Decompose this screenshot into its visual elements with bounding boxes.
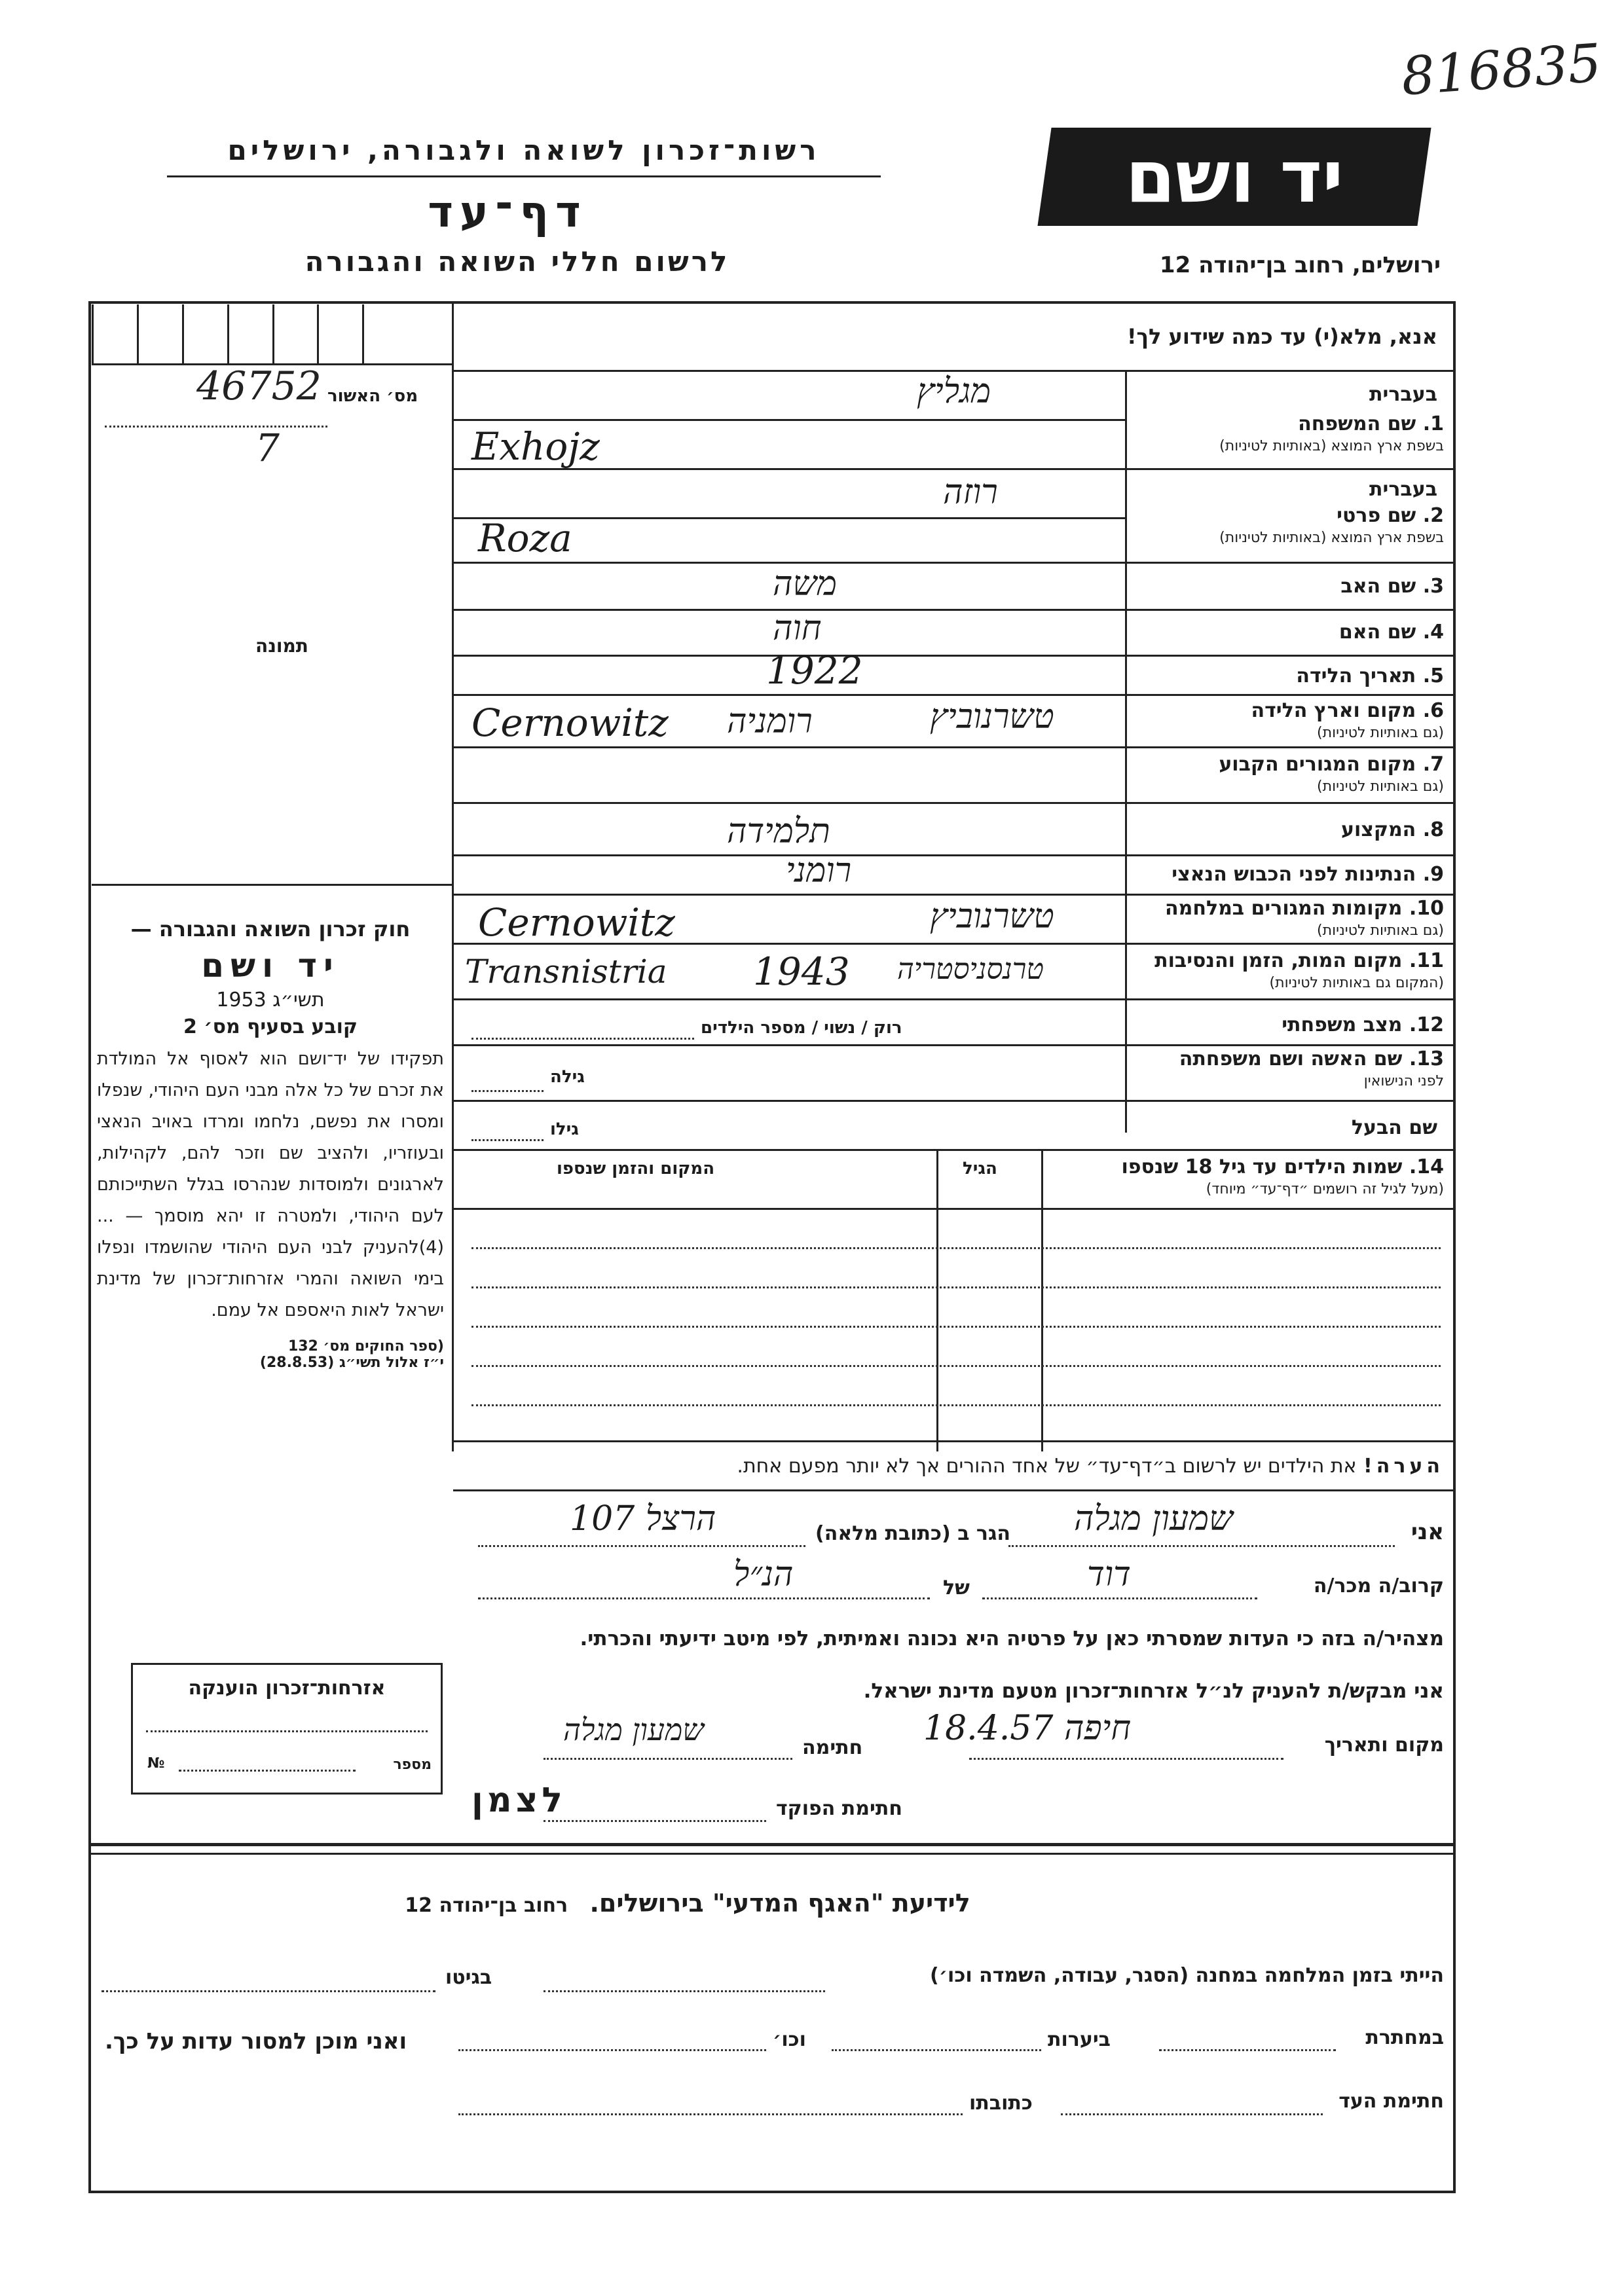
field-6-value-he: רומניה [727, 702, 813, 741]
field-1-latin-value: Exhojz [471, 424, 600, 469]
decl-relative-value: דוד [1087, 1555, 1131, 1594]
field-4-name: שם האם [1338, 621, 1416, 644]
officer-stamp: לצמן [471, 1781, 566, 1820]
children-row-4 [471, 1365, 1441, 1367]
decl-signature-dots [544, 1758, 792, 1760]
field-5-name: תאריך הלידה [1296, 665, 1416, 687]
field-7-note: (גם באותיות לטיניות) [1317, 778, 1444, 795]
field-2-note: בשפת ארץ המוצא (באותיות לטיניות) [1219, 530, 1444, 546]
field-4-num: 4. [1422, 621, 1444, 644]
field-2-name: שם פרטי [1337, 504, 1416, 527]
intro-text: אנא, מלא(י) עד כמה שידוע לך! [1126, 324, 1437, 349]
footer-witness-address: כתובתו [969, 2092, 1033, 2115]
row-sep-5 [1125, 694, 1454, 696]
ans-sep-7 [453, 802, 1125, 804]
row-sep-11 [1125, 998, 1454, 1000]
decl-statement: מצהיר/ה בזה כי העדות שמסרתי כאן על פרטיה היא נכונה ואמיתית, לפי מיטב ידיעתי והכרתי. [580, 1627, 1444, 1650]
field-6-label [1251, 699, 1444, 741]
footer-rule-1 [90, 1843, 1454, 1846]
footer-title-text: לידיעת "האגף המדעי" בירושלים. [589, 1889, 970, 1918]
children-title [1121, 1156, 1444, 1197]
field-10-name: מקומות המגורים במלחמה [1165, 897, 1403, 920]
archive-number: 816835 [1399, 32, 1604, 107]
field-7-label [1219, 753, 1444, 795]
footer-etc-dots [458, 2049, 766, 2051]
row-sep-4 [1125, 655, 1454, 657]
field-13-label [1179, 1048, 1444, 1089]
decl-of: של [943, 1576, 970, 1599]
law-source-2: י״ז אלול תשי״ג (28.8.53) [259, 1355, 444, 1371]
footer-ghetto: בגיטו [445, 1966, 492, 1989]
field-2-num: 2. [1422, 504, 1444, 527]
law-box-top [92, 884, 452, 886]
ans-sep-13 [453, 1100, 1125, 1102]
children-bottom-rule [453, 1440, 1454, 1442]
field-13-age-label: גילה [550, 1067, 585, 1087]
form-title: דף־עד [428, 187, 587, 237]
children-row-2 [471, 1286, 1441, 1288]
registration-sub: 7 [255, 426, 280, 470]
field-1-tag: בעברית [1369, 383, 1437, 406]
row-sep-13 [1125, 1100, 1454, 1102]
row-sep-9 [1125, 894, 1454, 896]
footer-address: רחוב בן־יהודה 12 [405, 1894, 568, 1917]
decl-relative-dots [982, 1597, 1257, 1599]
field-1-name: שם המשפחה [1298, 412, 1416, 435]
field-5-num: 5. [1422, 665, 1444, 687]
label-column-divider [1125, 370, 1127, 1133]
decl-name-value: שמעון מגלה [1074, 1499, 1233, 1539]
law-section: קובע בסעיף מס׳ 2 [183, 1015, 358, 1038]
registration-boxes [92, 304, 451, 363]
children-title-text: שמות הילדים עד גיל 18 שנספו [1121, 1156, 1403, 1178]
remark-rule [453, 1489, 1454, 1491]
field-13-note: לפני הנישואין [1363, 1073, 1444, 1089]
ans-sep-5 [453, 694, 1125, 696]
field-6-num: 6. [1422, 699, 1444, 722]
law-source: (ספר החוקים מס׳ 132 [287, 1338, 444, 1355]
decl-place-dots [969, 1758, 1283, 1760]
decl-of-value: הנ״ל [733, 1555, 794, 1594]
law-logo: יד ושם [201, 947, 340, 985]
children-col-age: הגיל [963, 1159, 997, 1178]
yad-vashem-logo [1037, 128, 1431, 226]
decl-resides: הגר ב (כתובת מלאה) [815, 1522, 1011, 1545]
field-5-value: 1922 [766, 648, 863, 693]
field-9-num: 9. [1422, 863, 1444, 886]
footer-forests-dots [832, 2049, 1041, 2051]
row-sep-3 [1125, 609, 1454, 611]
ans-sep-11 [453, 998, 1125, 1000]
registration-number: 46752 [196, 363, 322, 409]
footer-address-dots [458, 2113, 963, 2115]
row-sep-8 [1125, 854, 1454, 856]
header-rule [167, 175, 881, 177]
husband-label: שם הבעל [1351, 1116, 1437, 1139]
field-11-note: (המקום גם באותיות לטיניות) [1269, 975, 1444, 991]
decl-officer-dots [544, 1820, 766, 1822]
decl-signature: חתימה [802, 1736, 863, 1759]
ans-sep-14 [453, 1149, 1454, 1151]
field-1-num: 1. [1422, 412, 1444, 435]
field-12-options: רוק / נשוי / מספר הילדים [701, 1018, 902, 1038]
field-3-num: 3. [1422, 575, 1444, 598]
field-8-num: 8. [1422, 818, 1444, 841]
footer-rule-2 [90, 1853, 1454, 1855]
law-box [97, 917, 444, 1371]
ans-sep-2 [453, 562, 1125, 564]
field-2-hebrew-value: רוזה [943, 473, 998, 512]
field-13-dots [471, 1090, 544, 1092]
field-10-value-he: טשרנוביץ [930, 897, 1054, 936]
row-sep-1 [1125, 468, 1454, 470]
field-9-label [1172, 863, 1444, 886]
ans-sep-6 [453, 746, 1125, 748]
decl-ani: אני [1411, 1519, 1444, 1545]
logo-text: יד ושם [1125, 135, 1344, 219]
decl-place-date: מקום ותאריך [1324, 1734, 1444, 1757]
row-sep-2 [1125, 562, 1454, 564]
field-3-name: שם האב [1340, 575, 1416, 598]
field-5-label [1296, 665, 1444, 687]
field-6-value-he2: טשרנוביץ [930, 697, 1054, 737]
footer-underground: במחתרת [1365, 2026, 1444, 2049]
field-11-value-latin: Transnistria [465, 953, 667, 991]
field-1-note: בשפת ארץ המוצא (באותיות לטיניות) [1219, 438, 1444, 454]
footer-witness-signature: חתימת העד [1338, 2090, 1444, 2113]
row-sep-12 [1125, 1044, 1454, 1046]
children-col-div-1 [1041, 1150, 1043, 1451]
remark-label: הערה! [1363, 1455, 1444, 1478]
decl-address-dots [478, 1545, 805, 1547]
decl-officer-signature: חתימת הפוקד [776, 1797, 902, 1820]
field-1-hebrew-value: מגליץ [917, 372, 991, 411]
ans-sep-1a [453, 419, 1125, 421]
ans-sep-12 [453, 1044, 1125, 1046]
footer-forests: ביערות [1048, 2028, 1111, 2051]
footer-ghetto-dots [101, 1990, 435, 1992]
law-year: תשי״ג 1953 [216, 989, 325, 1011]
registration-label: מס׳ האשור [327, 386, 418, 406]
footer-line1: הייתי בזמן המלחמה במחנה (הסגר, עבודה, השמדה וכו׳) [930, 1964, 1444, 1987]
reg-dots [105, 426, 327, 428]
field-12-dots [471, 1038, 694, 1040]
children-col-place: המקום והזמן שנספו [557, 1159, 715, 1178]
field-13-name: שם האשה ושם משפחתה [1179, 1048, 1403, 1070]
field-8-value: תלמידה [727, 812, 830, 851]
field-4-label [1339, 621, 1444, 644]
field-2-latin-value: Roza [478, 516, 572, 560]
decl-request: אני מבקש/ת להעניק לנ״ל אזרחות־זכרון מטעם מדינת ישראל. [863, 1679, 1444, 1703]
field-10-num: 10. [1409, 897, 1444, 920]
form-subtitle: לרשום חללי השואה והגבורה [304, 246, 730, 278]
row-sep-6 [1125, 746, 1454, 748]
field-8-name: המקצוע [1340, 818, 1416, 841]
field-1-label [1219, 412, 1444, 454]
field-4-value: חוה [773, 609, 822, 648]
children-col-div-2 [936, 1150, 938, 1451]
children-note: (מעל לגיל זה רושמים ״דף־עד״ מיוחד) [1206, 1181, 1444, 1197]
field-10-note: (גם באותיות לטיניות) [1317, 922, 1444, 939]
field-3-value: משה [773, 564, 838, 604]
law-text: תפקידו של יד־ושם הוא לאסוף אל המולדת את זכרם של כל אלה מבני העם היהודי, שנפלו ומסרו את נפשם, נלחמו ומרדו באויב הנאצי ובעוזריו, ולהציב שם וזכר להם, לקהילות, לארגונים ולמוסדות שנהרסו בגלל השתייכותם לעם היהודי, ולמטרה זו יהא מוסמך — ...(4)להעניק לבני העם היהודי שהושמדו ונפלו בימי השואה והמרי אזרחות־זכרון של מדינת ישראל לאות היאספם אל עמם. [97, 1049, 444, 1321]
citizenship-box [131, 1663, 443, 1795]
field-3-label [1340, 575, 1444, 598]
field-6-note: (גם באותיות לטיניות) [1317, 725, 1444, 741]
field-11-num: 11. [1409, 949, 1444, 972]
field-11-name: מקום המות, הזמן והנסיבות [1154, 949, 1403, 972]
field-11-value-year: 1943 [753, 949, 850, 994]
citizenship-title: אזרחות־זכרון הוענקה [188, 1677, 386, 1700]
field-2-label [1219, 504, 1444, 546]
authority-title: רשות־זכרון לשואה ולגבורה, ירושלים [227, 134, 821, 166]
row-sep-10 [1125, 943, 1454, 945]
remark [737, 1455, 1444, 1478]
field-11-label [1154, 949, 1444, 991]
field-6-name: מקום וארץ הלידה [1251, 699, 1416, 722]
decl-address-value: הרצל 107 [570, 1499, 716, 1539]
citizenship-number-label: מספר [393, 1757, 432, 1773]
footer-underground-dots [1159, 2049, 1336, 2051]
decl-relative: קרוב/ה מכר/ה [1313, 1575, 1444, 1597]
decl-of-dots [478, 1597, 930, 1599]
husband-age-label: גילו [550, 1120, 579, 1139]
field-10-value-latin: Cernowitz [478, 900, 675, 945]
left-column-divider [452, 302, 454, 1451]
footer-camp-dots [544, 1990, 825, 1992]
field-12-num: 12. [1409, 1013, 1444, 1036]
footer-etc: וכו׳ [773, 2028, 806, 2051]
field-10-label [1165, 897, 1444, 939]
ans-sep-9 [453, 894, 1125, 896]
field-2-tag: בעברית [1369, 478, 1437, 501]
remark-text: את הילדים יש לרשום ב״דף־עד״ של אחד ההורים אך לא יותר מפעם אחת. [737, 1455, 1357, 1478]
photo-label: תמונה [255, 635, 308, 657]
field-7-num: 7. [1422, 753, 1444, 776]
field-13-num: 13. [1409, 1048, 1444, 1070]
field-9-name: הנתינות לפני הכבוש הנאצי [1172, 863, 1416, 886]
field-9-value: רומני [786, 851, 852, 890]
decl-place-value: חיפה 18.4.57 [923, 1709, 1132, 1748]
law-title: חוק זכרון השואה והגבורה — [130, 917, 411, 941]
field-7-name: מקום המגורים הקבוע [1219, 753, 1416, 776]
children-header-rule [453, 1208, 1454, 1210]
field-8-label [1341, 818, 1444, 841]
children-num: 14. [1409, 1156, 1444, 1178]
footer-title [196, 1889, 1179, 1918]
decl-signature-value: שמעון מגלה [563, 1712, 704, 1747]
decl-name-dots [1008, 1545, 1395, 1547]
field-11-value-he: טרנסניסטריה [897, 953, 1044, 986]
footer-ready: ואני מוכן למסור עדות על כך. [105, 2028, 407, 2054]
citizenship-no: № [147, 1755, 165, 1772]
footer-witness-dots [1061, 2113, 1323, 2115]
field-12-name: מצב משפחתי [1282, 1013, 1403, 1036]
children-row-3 [471, 1326, 1441, 1328]
children-row-1 [471, 1247, 1441, 1249]
citizenship-dots-1 [146, 1730, 428, 1732]
children-row-5 [471, 1404, 1441, 1406]
husband-dots [471, 1139, 544, 1141]
header-address: ירושלים, רחוב בן־יהודה 12 [1159, 252, 1441, 278]
field-12-label [1282, 1013, 1444, 1036]
field-6-value-latin: Cernowitz [471, 701, 669, 745]
row-sep-7 [1125, 802, 1454, 804]
citizenship-dots-2 [179, 1770, 356, 1772]
